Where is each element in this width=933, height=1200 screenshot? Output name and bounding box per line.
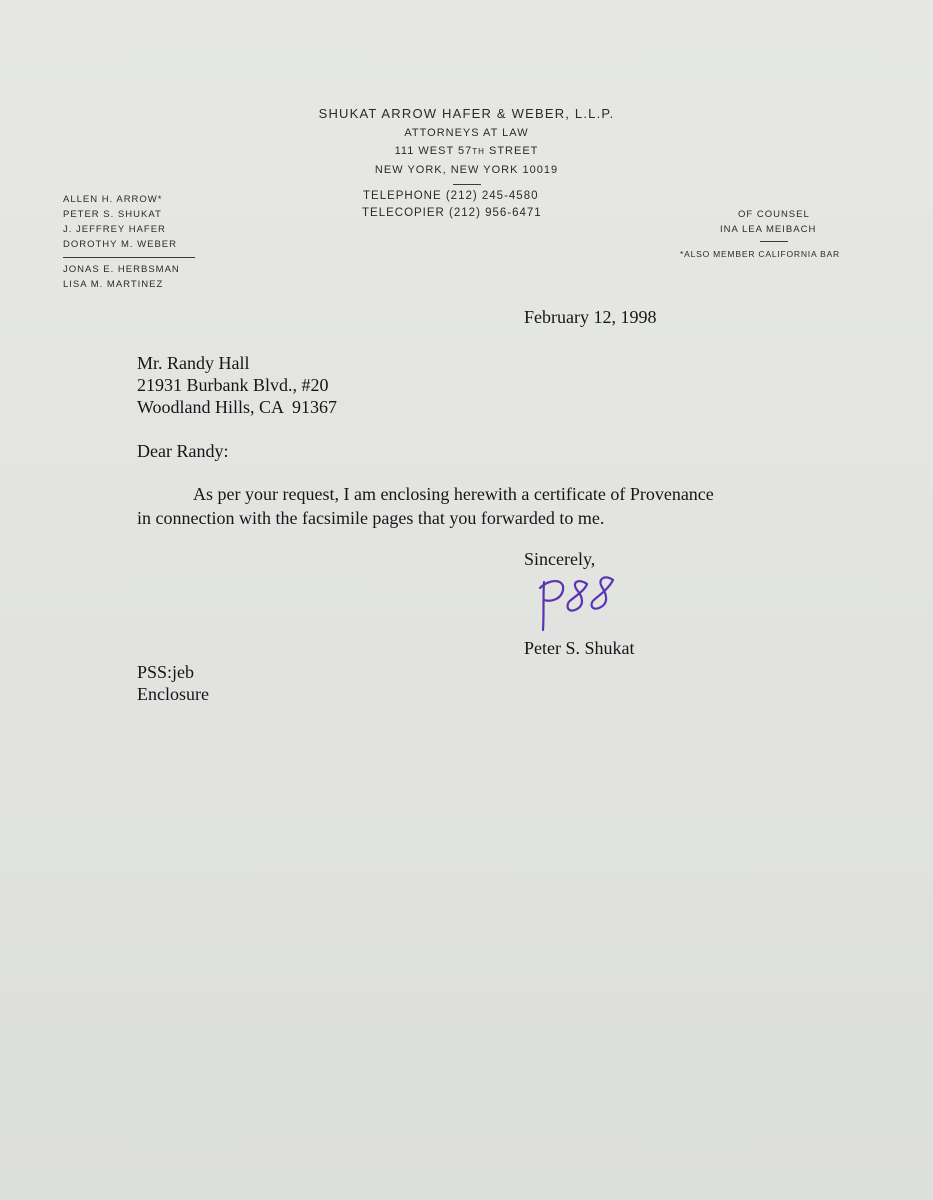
reference-initials: PSS:jeb: [137, 662, 195, 682]
recipient-street: 21931 Burbank Blvd., #20: [137, 375, 329, 395]
body-line: As per your request, I am enclosing herewith a certificate of Provenance: [193, 484, 714, 504]
firm-telephone: TELEPHONE (212) 245-4580: [363, 190, 539, 202]
letterhead-divider-center: [453, 184, 481, 185]
counsel-divider: [760, 241, 788, 242]
recipient-city: Woodland Hills, CA 91367: [137, 397, 338, 417]
street-number: 111 WEST 57: [394, 145, 473, 157]
partner-name: J. JEFFREY HAFER: [63, 224, 166, 235]
counsel-name: INA LEA MEIBACH: [720, 224, 817, 235]
counsel-heading: OF COUNSEL: [738, 209, 810, 220]
signer-name: Peter S. Shukat: [524, 638, 635, 658]
associate-name: JONAS E. HERBSMAN: [63, 264, 180, 275]
partner-name: DOROTHY M. WEBER: [63, 239, 177, 250]
partner-name: PETER S. SHUKAT: [63, 209, 162, 220]
recipient-name: Mr. Randy Hall: [137, 353, 250, 373]
firm-city: NEW YORK, NEW YORK 10019: [374, 164, 559, 176]
firm-name: SHUKAT ARROW HAFER & WEBER, L.L.P.: [318, 106, 615, 121]
letter-date: February 12, 1998: [524, 307, 657, 327]
firm-subtitle: ATTORNEYS AT LAW: [404, 127, 529, 139]
partners-divider: [63, 257, 195, 258]
enclosure-note: Enclosure: [137, 684, 209, 704]
closing: Sincerely,: [524, 549, 596, 569]
partner-name: ALLEN H. ARROW*: [63, 194, 163, 205]
salutation: Dear Randy:: [137, 441, 229, 461]
street-suffix: TH: [472, 147, 485, 156]
signature-initials: [535, 570, 625, 634]
body-line: in connection with the facsimile pages that you forwarded to me.: [137, 508, 605, 528]
california-bar-note: *ALSO MEMBER CALIFORNIA BAR: [680, 249, 840, 259]
firm-telecopier: TELECOPIER (212) 956-6471: [362, 207, 542, 219]
street-name: STREET: [484, 145, 539, 157]
firm-street: [0, 145, 933, 157]
associate-name: LISA M. MARTINEZ: [63, 279, 164, 290]
